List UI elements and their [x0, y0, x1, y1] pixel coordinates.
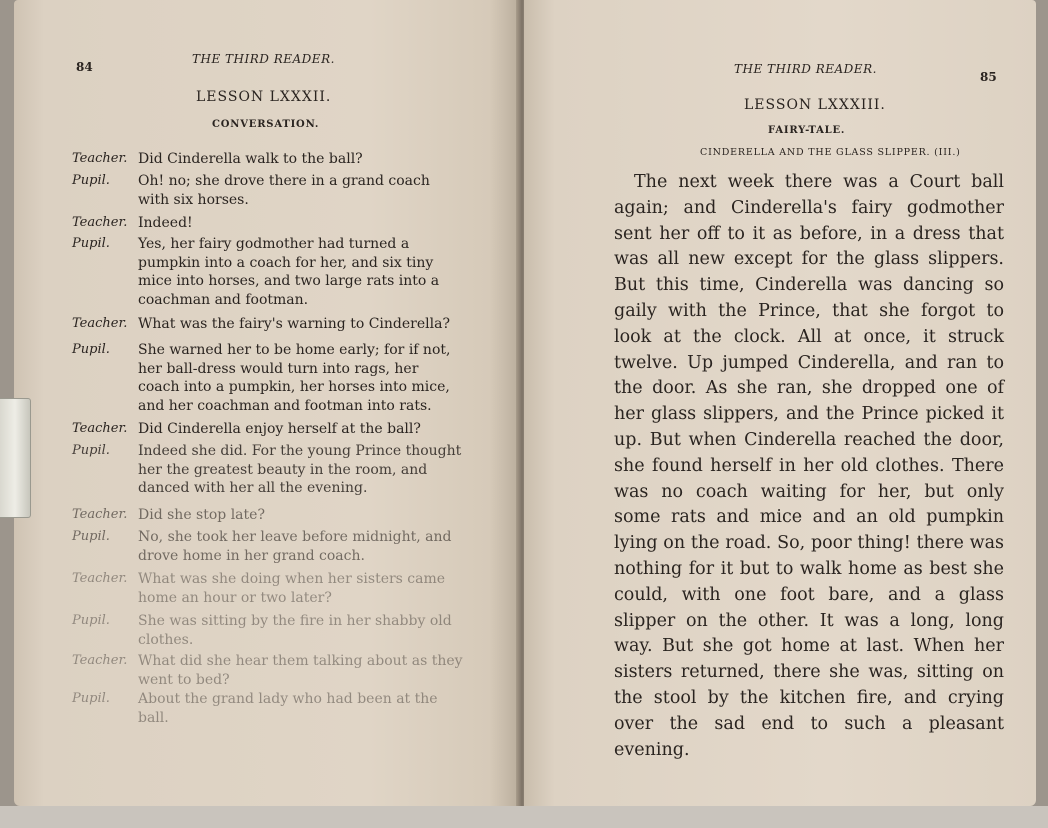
- dialogue-text: Did she stop late?: [138, 507, 265, 523]
- speaker-label: Pupil.: [72, 529, 110, 544]
- dialogue-line: [72, 235, 464, 309]
- dialogue-line: [72, 528, 464, 565]
- dialogue-text: Yes, her fairy godmother had turned a pumpkin into a coach for her, and six tiny mice into horses, and two large rats into a coachman and footman.: [138, 236, 440, 308]
- speaker-label: Teacher.: [72, 653, 128, 668]
- speaker-label: Teacher.: [72, 151, 128, 166]
- dialogue-line: [72, 506, 464, 525]
- dialogue-line: [72, 150, 464, 169]
- dialogue-text: What was the fairy's warning to Cinderella?: [138, 316, 450, 332]
- lesson-subtitle: FAIRY-TALE.: [768, 125, 846, 136]
- speaker-label: Pupil.: [72, 173, 110, 188]
- dialogue-text: About the grand lady who had been at the ball.: [138, 691, 438, 726]
- page-number: 84: [76, 60, 93, 74]
- dialogue-line: [72, 612, 464, 649]
- speaker-label: Pupil.: [72, 342, 110, 357]
- dialogue-line: [72, 214, 464, 233]
- story-text: [614, 170, 1004, 763]
- dialogue-text: What did she hear them talking about as they went to bed?: [138, 653, 463, 688]
- story-paragraph: The next week there was a Court ball again; and Cinderella's fairy godmother sent her off to it as before, in a dress that was all new except for the glass slippers. But this time, Cinderella was dancing so gaily with the Prince, that she forgot to look at the clock. All at once, it struck twelve. Up jumped Cinderella, and ran to the door. As she ran, she dropped one of her glass slippers, and the Prince picked it up. But when Cinderella reached the door, she found herself in her old clothes. There was no coach waiting for her, but only some rats and mice and an old pumpkin lying on the road. So, poor thing! there was nothing for it but to walk home as best she could, with one foot bare, and a glass slipper on the other. It was a long, long way. But she got home at last. When her sisters returned, there she was, sitting on the stool by the kitchen fire, and crying over the sad end to such a pleasant evening.: [614, 172, 1004, 760]
- running-head: THE THIRD READER.: [192, 52, 335, 66]
- dialogue-line: [72, 690, 464, 727]
- dialogue-text: Did Cinderella enjoy herself at the ball?: [138, 421, 421, 437]
- dialogue-text: Indeed!: [138, 215, 193, 231]
- page-number: 85: [980, 70, 997, 84]
- dialogue-line: [72, 172, 464, 209]
- story-title: CINDERELLA AND THE GLASS SLIPPER. (III.): [700, 147, 961, 158]
- speaker-label: Pupil.: [72, 613, 110, 628]
- running-head: THE THIRD READER.: [734, 62, 877, 76]
- lesson-subtitle: CONVERSATION.: [212, 119, 320, 130]
- lesson-title: LESSON LXXXIII.: [744, 97, 886, 113]
- speaker-label: Pupil.: [72, 691, 110, 706]
- dialogue-line: [72, 420, 464, 439]
- dialogue-line: [72, 570, 464, 607]
- dialogue-text: Did Cinderella walk to the ball?: [138, 151, 363, 167]
- dialogue-text: She warned her to be home early; for if not, her ball-dress would turn into rags, her coach into a pumpkin, her horses into mice, and her coachman and footman into rats.: [138, 342, 451, 414]
- dialogue-text: What was she doing when her sisters came home an hour or two later?: [138, 571, 446, 606]
- speaker-label: Teacher.: [72, 507, 128, 522]
- dialogue-text: Oh! no; she drove there in a grand coach with six horses.: [138, 173, 430, 208]
- dialogue-line: [72, 442, 464, 498]
- lesson-title: LESSON LXXXII.: [196, 89, 332, 105]
- table-surface: [0, 806, 1048, 828]
- speaker-label: Teacher.: [72, 215, 128, 230]
- speaker-label: Pupil.: [72, 443, 110, 458]
- dialogue-text: No, she took her leave before midnight, and drove home in her grand coach.: [138, 529, 452, 564]
- speaker-label: Teacher.: [72, 571, 128, 586]
- speaker-label: Teacher.: [72, 421, 128, 436]
- right-page: [524, 0, 1036, 806]
- dialogue-line: [72, 341, 464, 415]
- bookmark: [0, 398, 31, 518]
- dialogue-text: She was sitting by the fire in her shabby old clothes.: [138, 613, 452, 648]
- dialogue-line: [72, 652, 464, 689]
- dialogue-line: [72, 315, 464, 334]
- speaker-label: Pupil.: [72, 236, 110, 251]
- speaker-label: Teacher.: [72, 316, 128, 331]
- dialogue-text: Indeed she did. For the young Prince thought her the greatest beauty in the room, and danced with her all the evening.: [138, 443, 462, 496]
- left-page: [14, 0, 520, 806]
